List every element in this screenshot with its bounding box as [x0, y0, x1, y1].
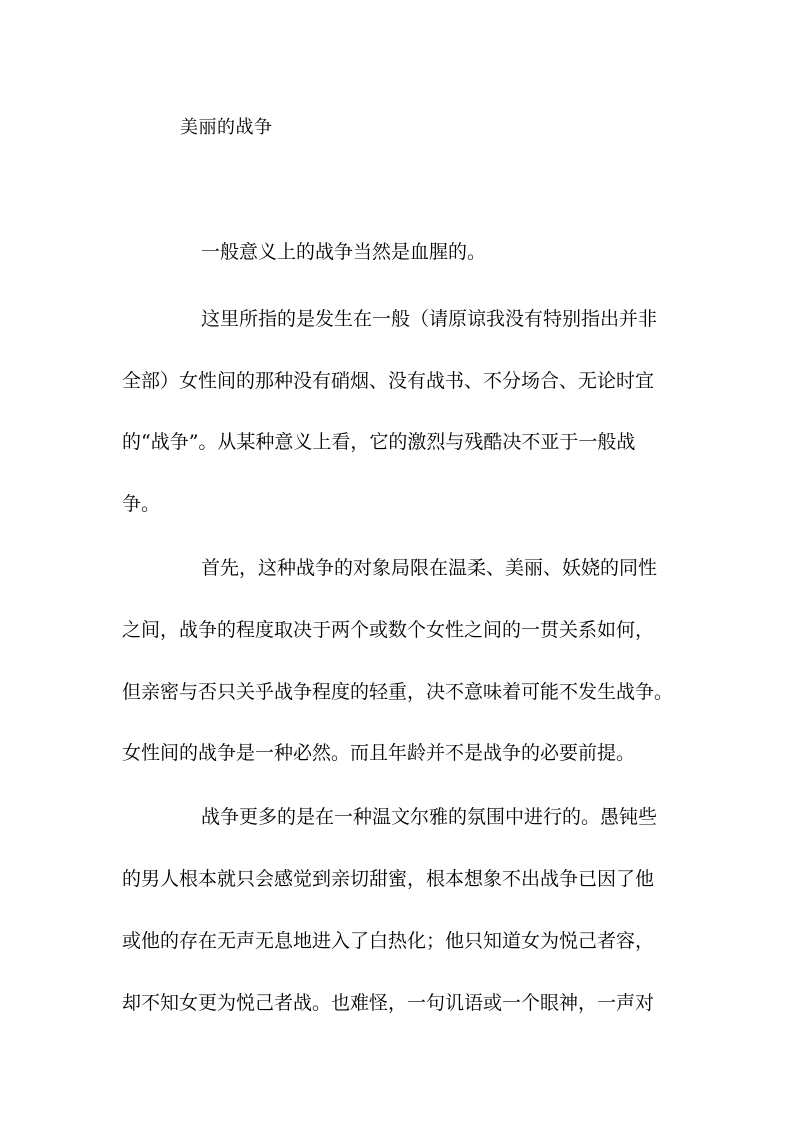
paragraph-2-line-2: 全部）女性间的那种没有硝烟、没有战书、不分场合、无论时宜 — [122, 370, 655, 392]
paragraph-2-line-4: 争。 — [122, 493, 161, 515]
paragraph-4-line-2: 的男人根本就只会感觉到亲切甜蜜，根本想象不出战争已因了他 — [122, 868, 655, 890]
paragraph-2-line-3: 的“战争”。从某种意义上看，它的激烈与残酷决不亚于一般战 — [122, 431, 636, 453]
paragraph-4-line-3: 或他的存在无声无息地进入了白热化；他只知道女为悦己者容， — [122, 930, 655, 952]
paragraph-4-line-1: 战争更多的是在一种温文尔雅的氛围中进行的。愚钝些 — [201, 806, 658, 828]
paragraph-2-line-1: 这里所指的是发生在一般（请原谅我没有特别指出并非 — [201, 308, 658, 330]
paragraph-3-line-3: 但亲密与否只关乎战争程度的轻重，决不意味着可能不发生战争。 — [122, 681, 674, 703]
paragraph-3-line-4: 女性间的战争是一种必然。而且年龄并不是战争的必要前提。 — [122, 742, 636, 764]
document-title: 美丽的战争 — [180, 117, 273, 138]
paragraph-4-line-4: 却不知女更为悦己者战。也难怪，一句讥语或一个眼神，一声对 — [122, 992, 655, 1014]
paragraph-3-line-2: 之间，战争的程度取决于两个或数个女性之间的一贯关系如何， — [122, 619, 655, 641]
paragraph-1-line-1: 一般意义上的战争当然是血腥的。 — [201, 241, 487, 263]
paragraph-3-line-1: 首先，这种战争的对象局限在温柔、美丽、妖娆的同性 — [201, 557, 658, 579]
